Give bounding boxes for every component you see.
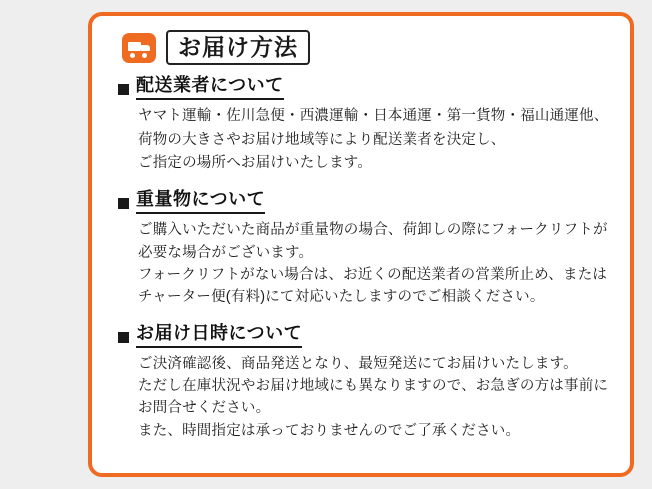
- page-title: お届け方法: [166, 30, 310, 65]
- truck-icon-wheel-rear: [142, 53, 147, 58]
- panel-title-row: [122, 30, 610, 65]
- section-heading-row: [118, 189, 610, 214]
- truck-icon-body: [128, 42, 141, 51]
- square-bullet-icon: [118, 198, 129, 209]
- truck-icon-cab: [141, 45, 150, 51]
- square-bullet-icon: [118, 332, 129, 343]
- body-line: 必要な場合がございます。: [138, 244, 314, 261]
- section-heading-row: [118, 323, 610, 348]
- section-delivery-datetime: [118, 323, 610, 442]
- section-title: 配送業者について: [136, 75, 284, 100]
- delivery-info-panel: [88, 12, 634, 477]
- body-line: ご指定の場所へお届けいたします。: [138, 155, 373, 171]
- body-line: ただし在庫状況やお届け地域にも異なりますので、お急ぎの方は事前に: [138, 378, 609, 395]
- panel-inner: [92, 16, 630, 473]
- section-heavy-items: [118, 189, 610, 308]
- section-body: [138, 353, 610, 443]
- body-line: ヤマト運輸・佐川急便・西濃運輸・日本通運・第一貨物・福山通運他、: [138, 108, 609, 125]
- body-line: また、時間指定は承っておりませんのでご了承ください。: [138, 422, 521, 439]
- section-heading-row: [118, 75, 610, 100]
- body-line: ご決済確認後、商品発送となり、最短発送にてお届けいたします。: [138, 355, 578, 372]
- truck-icon-wheel-front: [130, 53, 135, 58]
- body-line: 荷物の大きさやお届け地域等により配送業者を決定し、: [138, 131, 506, 148]
- truck-icon: [122, 33, 156, 63]
- section-shipping-carrier: [118, 75, 610, 175]
- section-title: お届け日時について: [136, 323, 302, 348]
- body-line: チャーター便(有料)にて対応いたしますのでご相談ください。: [138, 289, 545, 306]
- body-line: お問合せください。: [138, 400, 271, 417]
- section-title: 重量物について: [136, 189, 265, 214]
- square-bullet-icon: [118, 84, 129, 95]
- section-body: [138, 219, 610, 309]
- section-body: [138, 105, 610, 175]
- body-line: ご購入いただいた商品が重量物の場合、荷卸しの際にフォークリフトが: [138, 222, 608, 239]
- body-line: フォークリフトがない場合は、お近くの配送業者の営業所止め、または: [138, 267, 608, 284]
